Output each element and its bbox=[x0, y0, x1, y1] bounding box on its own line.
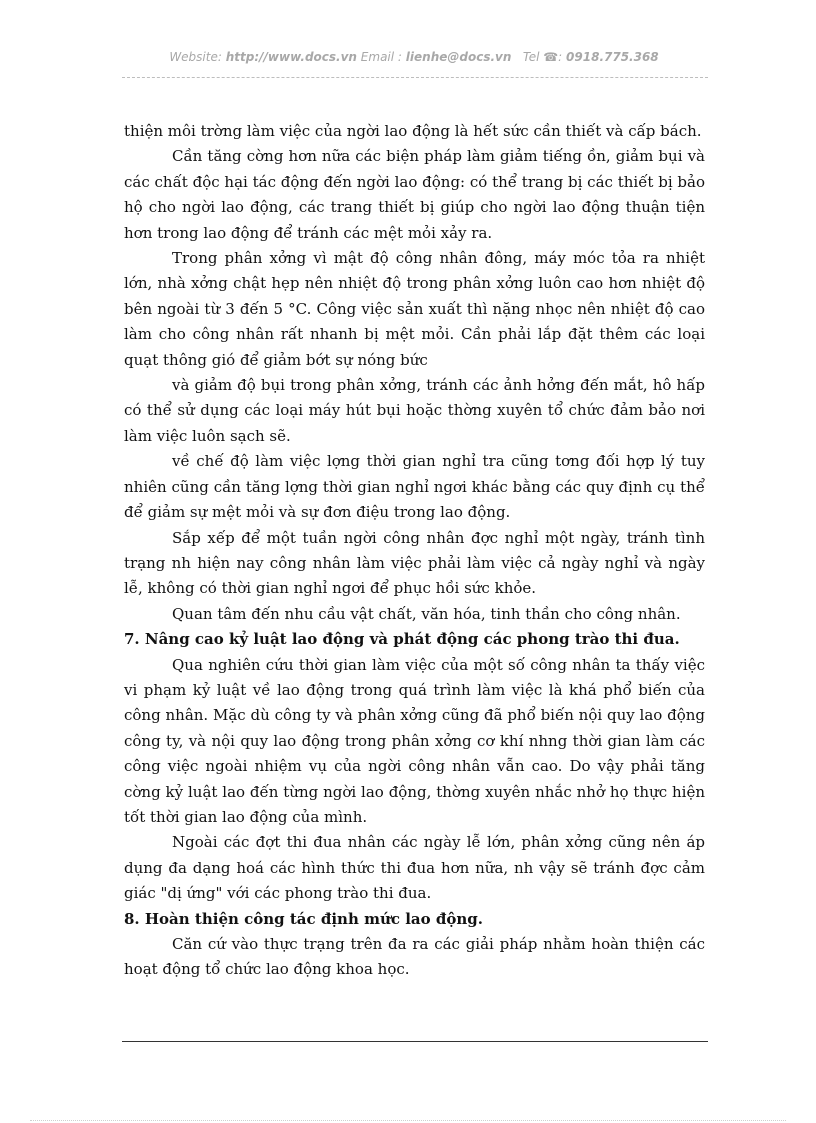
email-label: Email : bbox=[360, 50, 402, 64]
page-edge-divider bbox=[30, 1120, 786, 1121]
header-divider bbox=[122, 77, 708, 78]
paragraph: Căn cứ vào thực trạng trên đa ra các giải pháp nhằm hoàn thiện các hoạt động tổ chức lao động khoa học. bbox=[124, 935, 705, 979]
paragraph: Ngoài các đợt thi đua nhân các ngày lễ lớn, phân xởng cũng nên áp dụng đa dạng hoá các hình thức thi đua hơn nữa, nh vậy sẽ tránh đợc cảm giác "dị ứng" với các phong trào thi đua. bbox=[124, 833, 705, 903]
document-body bbox=[124, 119, 705, 983]
paragraph: Quan tâm đến nhu cầu vật chất, văn hóa, tinh thần cho công nhân. bbox=[172, 604, 681, 623]
tel-number: 0918.775.368 bbox=[566, 50, 659, 64]
website-label: Website: bbox=[169, 50, 222, 64]
paragraph: thiện môi trờng làm việc của ngời lao động là hết sức cần thiết và cấp bách. bbox=[124, 122, 702, 140]
paragraph: Sắp xếp để một tuần ngời công nhân đợc nghỉ một ngày, tránh tình trạng nh hiện nay công nhân làm việc phải làm việc cả ngày nghỉ và ngày lễ, không có thời gian nghỉ ngơi để phục hồi sức khỏe. bbox=[124, 528, 705, 598]
paragraph: về chế độ làm việc lợng thời gian nghỉ tra cũng tơng đối hợp lý tuy nhiên cũng cần tăng lợng thời gian nghỉ ngơi khác bằng các quy định cụ thể để giảm sự mệt mỏi và sự đơn điệu trong lao động. bbox=[124, 452, 705, 522]
email-address[interactable]: lienhe@docs.vn bbox=[405, 50, 512, 64]
section-heading-8: 8. Hoàn thiện công tác định mức lao động. bbox=[124, 909, 483, 928]
paragraph: Trong phân xởng vì mật độ công nhân đông, máy móc tỏa ra nhiệt lớn, nhà xởng chật hẹp nên nhiệt độ trong phân xởng luôn cao hơn nhiệt độ bên ngoài từ 3 đến 5 °C. Công việc sản xuất thì nặng nhọc nên nhiệt độ cao làm cho công nhân rất nhanh bị mệt mỏi. Cần phải lắp đặt thêm các loại quạt thông gió để giảm bớt sự nóng bức bbox=[124, 249, 705, 369]
paragraph: Qua nghiên cứu thời gian làm việc của một số công nhân ta thấy việc vi phạm kỷ luật về lao động trong quá trình làm việc là khá phổ biến của công nhân. Mặc dù công ty và phân xởng cũng đã phổ biến nội quy lao động công ty, và nội quy lao động trong phân xởng cơ khí nhng thời gian làm các công việc ngoài nhiệm vụ của ngời công nhân vẫn cao. Do vậy phải tăng cờng kỷ luật lao đến từng ngời lao động, thờng xuyên nhắc nhở họ thực hiện tốt thời gian lao động của mình. bbox=[124, 655, 705, 826]
paragraph: và giảm độ bụi trong phân xởng, tránh các ảnh hởng đến mắt, hô hấp có thể sử dụng các loại máy hút bụi hoặc thờng xuyên tổ chức đảm bảo nơi làm việc luôn sạch sẽ. bbox=[124, 376, 705, 445]
section-heading-7: 7. Nâng cao kỷ luật lao động và phát động các phong trào thi đua. bbox=[124, 630, 680, 649]
tel-label: Tel ☎: bbox=[522, 50, 563, 64]
paragraph: Cần tăng cờng hơn nữa các biện pháp làm giảm tiếng ồn, giảm bụi và các chất độc hại tác động đến ngời lao động: có thể trang bị các thiết bị bảo hộ cho ngời lao động, các trang thiết bị giúp cho ngời lao động thuận tiện hơn trong lao động để tránh các mệt mỏi xảy ra. bbox=[124, 147, 705, 242]
footer-divider bbox=[122, 1041, 708, 1042]
page-header bbox=[122, 50, 706, 64]
website-url[interactable]: http://www.docs.vn bbox=[225, 50, 357, 64]
